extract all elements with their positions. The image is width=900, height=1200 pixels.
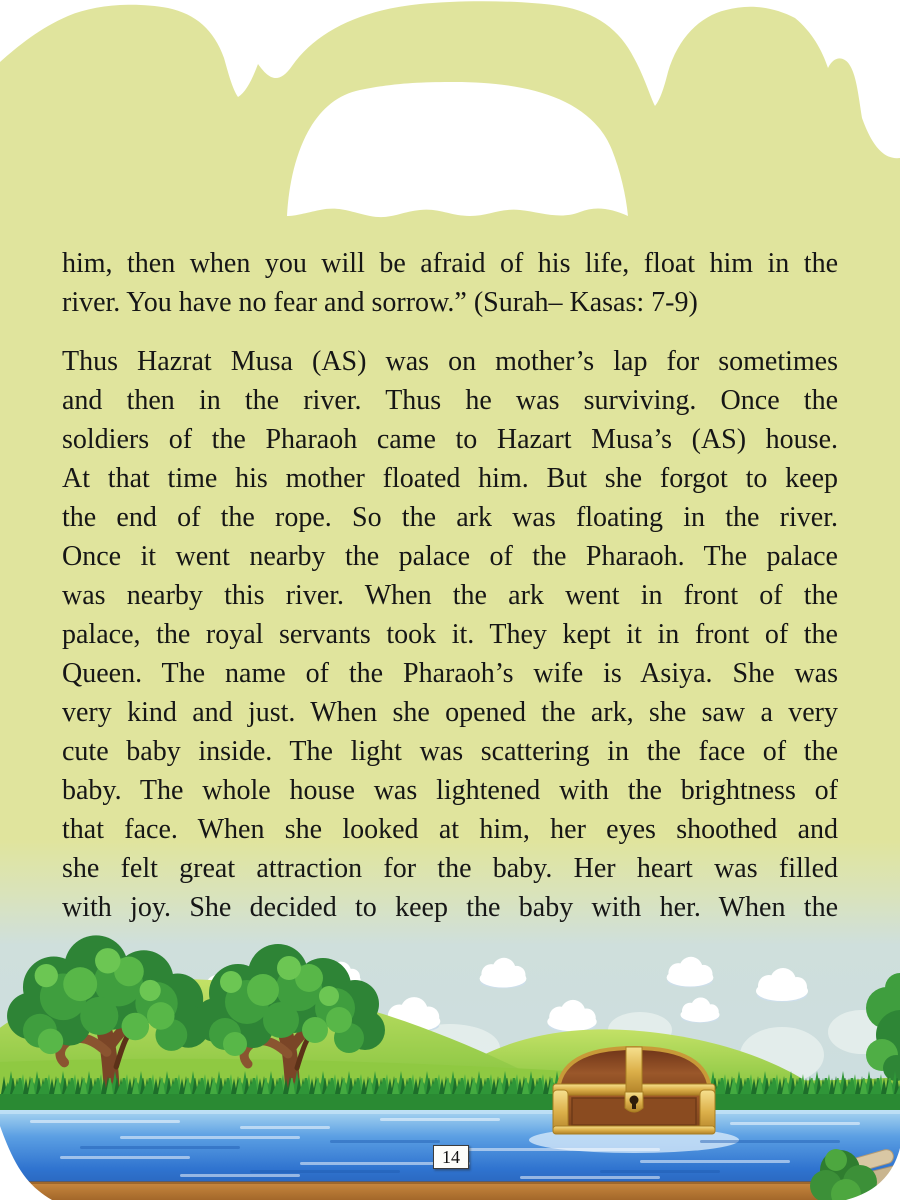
sand-bank bbox=[0, 1181, 900, 1200]
story-line: baby. The whole house was lightened with the brightness of bbox=[62, 775, 838, 806]
story-line: she felt great attraction for the baby. Her heart was filled bbox=[62, 853, 838, 884]
story-line: At that time his mother floated him. But she forgot to keep bbox=[62, 463, 838, 494]
page-number: 14 bbox=[433, 1145, 469, 1169]
story-paragraph bbox=[62, 342, 838, 927]
story-line: Queen. The name of the Pharaoh’s wife is Asiya. She was bbox=[62, 658, 838, 689]
story-line: cute baby inside. The light was scattering in the face of the bbox=[62, 736, 838, 767]
story-paragraph bbox=[62, 244, 838, 322]
story-line: that face. When she looked at him, her eyes shoothed and bbox=[62, 814, 838, 845]
story-line: Thus Hazrat Musa (AS) was on mother’s lap for sometimes bbox=[62, 346, 838, 377]
story-line: him, then when you will be afraid of his life, float him in the bbox=[62, 248, 838, 279]
story-line: very kind and just. When she opened the ark, she saw a very bbox=[62, 697, 838, 728]
story-line: with joy. She decided to keep the baby with her. When the bbox=[62, 892, 838, 923]
story-line: and then in the river. Thus he was surviving. Once the bbox=[62, 385, 838, 416]
story-line: was nearby this river. When the ark went in front of the bbox=[62, 580, 838, 611]
story-text bbox=[62, 244, 838, 927]
story-line: Once it went nearby the palace of the Pharaoh. The palace bbox=[62, 541, 838, 572]
story-line: soldiers of the Pharaoh came to Hazart Musa’s (AS) house. bbox=[62, 424, 838, 455]
story-line: palace, the royal servants took it. They kept it in front of the bbox=[62, 619, 838, 650]
story-line: river. You have no fear and sorrow.” (Surah– Kasas: 7-9) bbox=[62, 287, 698, 318]
story-line: the end of the rope. So the ark was floating in the river. bbox=[62, 502, 838, 533]
arch-white-dome-shape bbox=[287, 82, 628, 217]
top-decoration bbox=[0, 0, 900, 250]
treasure-chest-icon bbox=[553, 1047, 715, 1134]
grass-bank bbox=[0, 1068, 900, 1114]
